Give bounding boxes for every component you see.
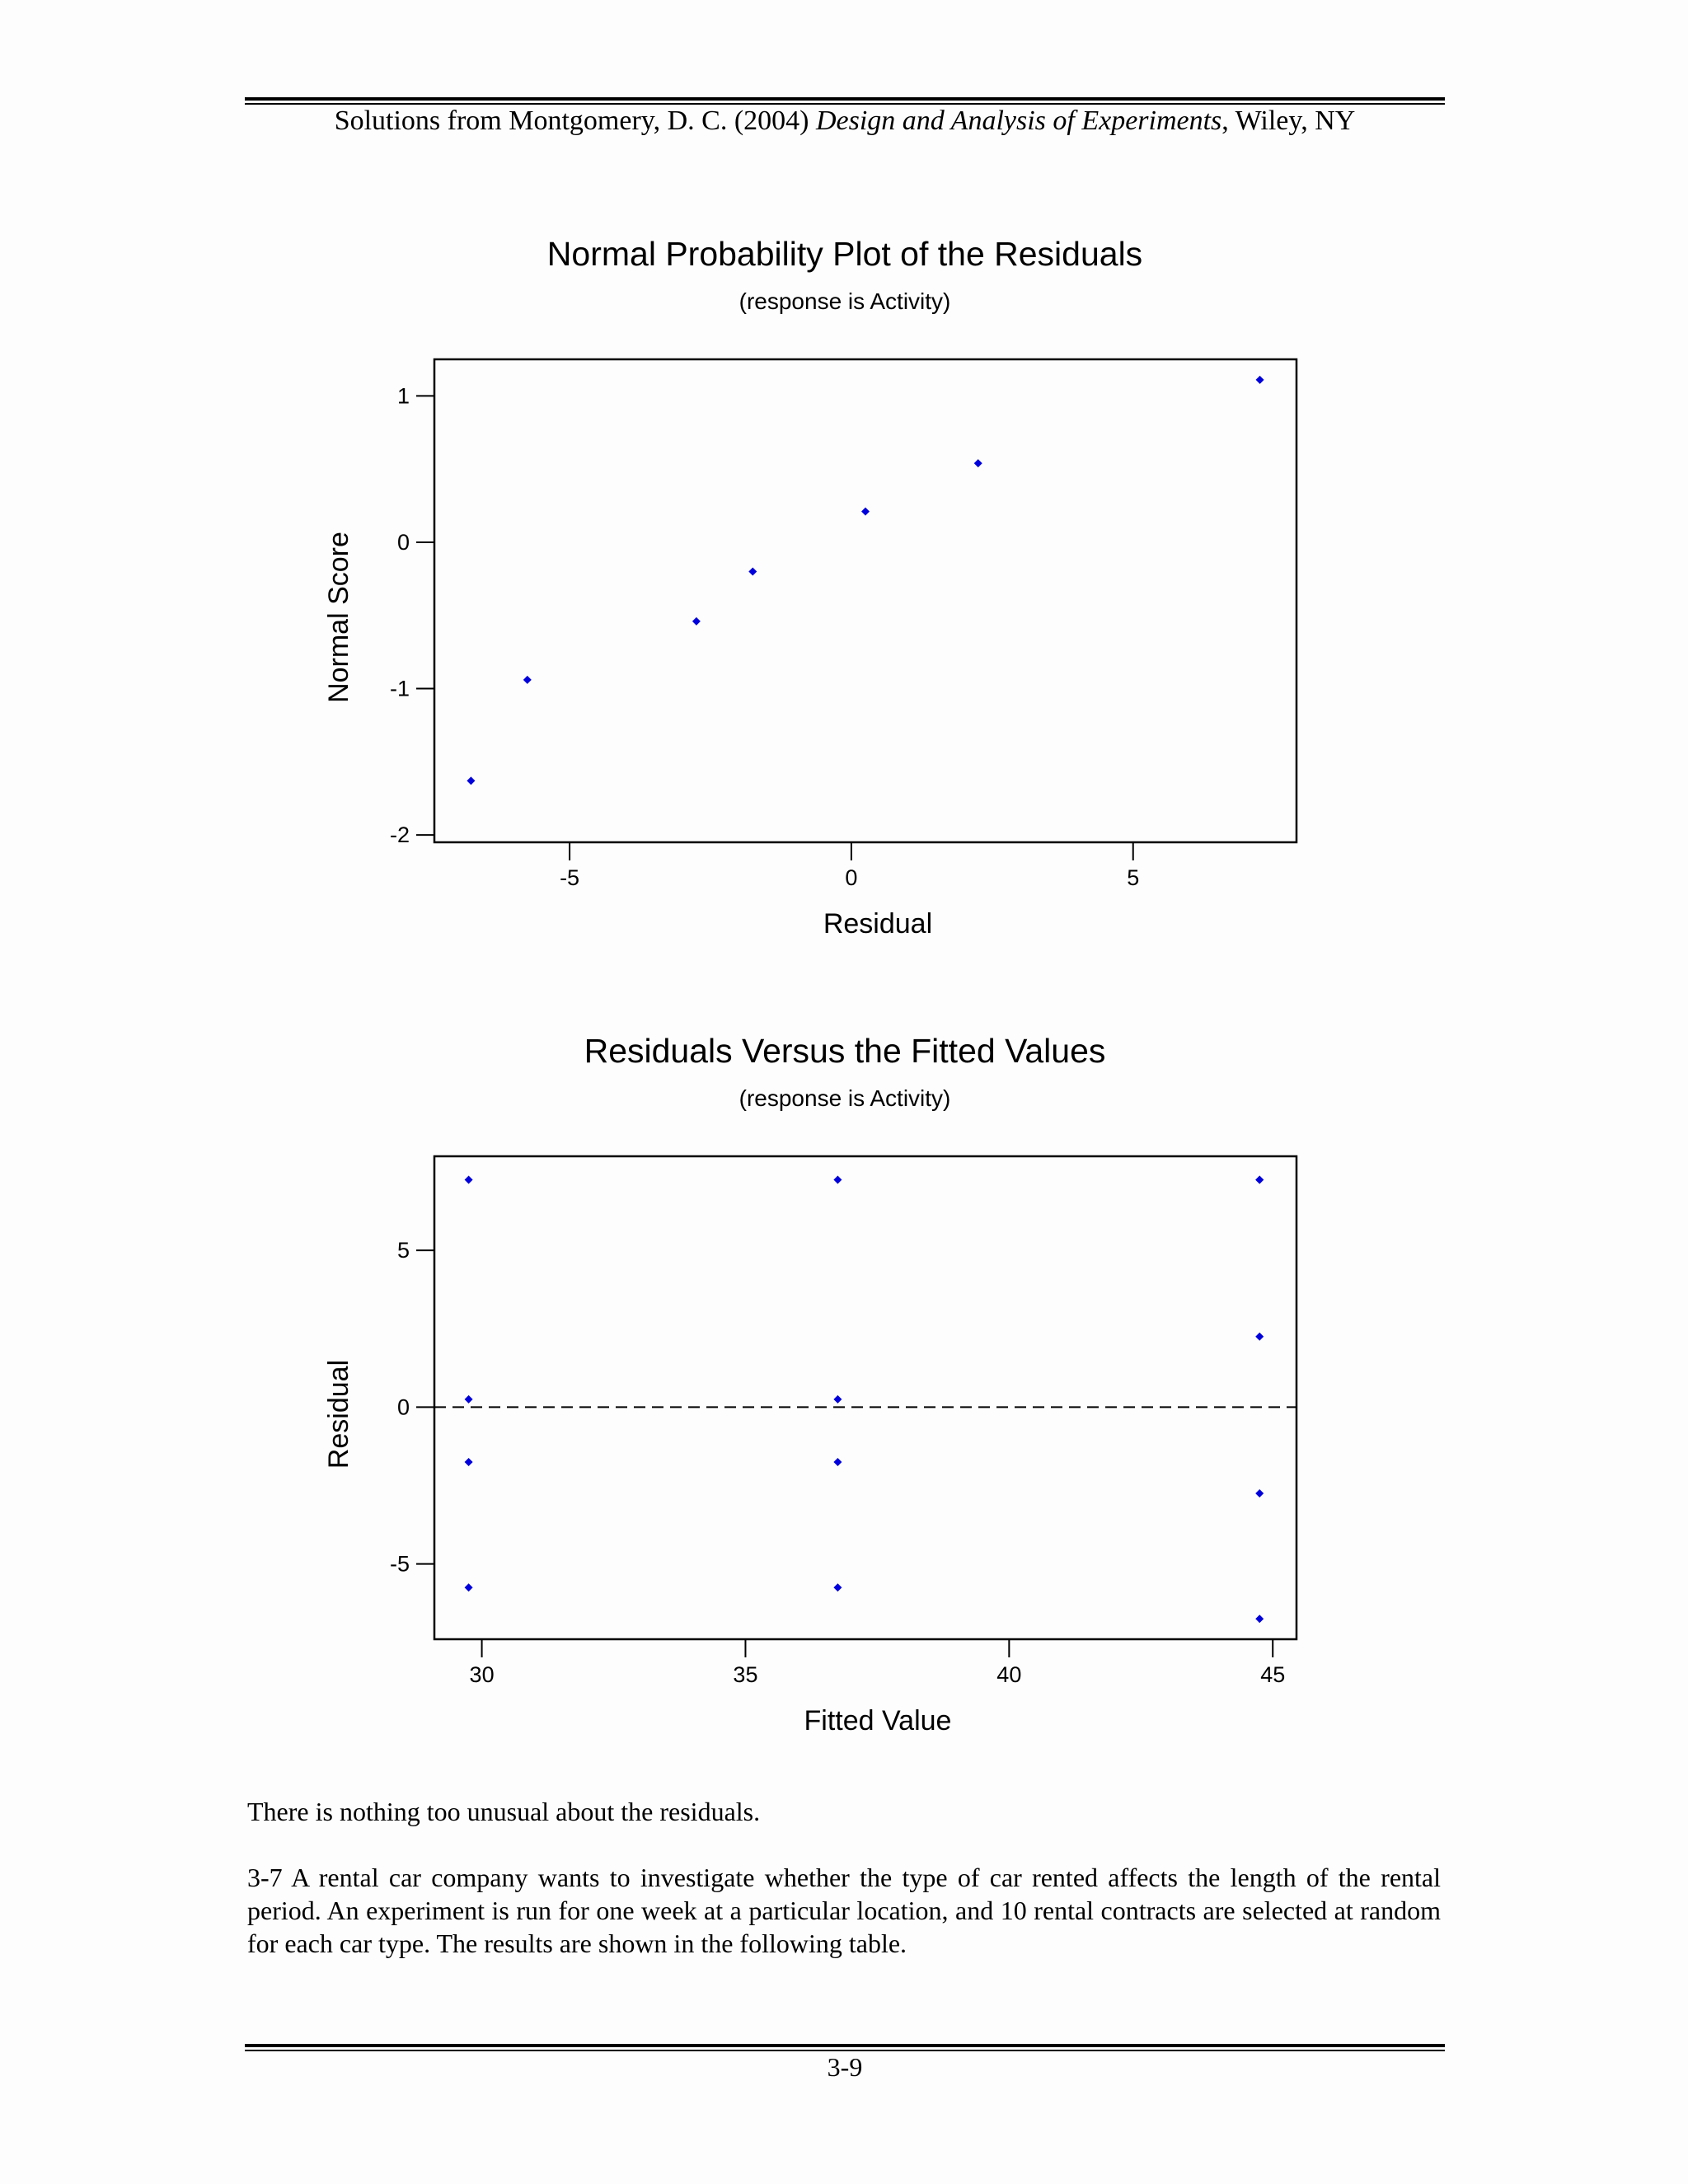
header-suffix: , Wiley, NY — [1221, 105, 1356, 136]
data-point — [974, 459, 982, 467]
header-prefix: Solutions from Montgomery, D. C. (2004) — [334, 105, 816, 136]
data-point — [692, 617, 701, 626]
x-tick-label: 40 — [996, 1662, 1022, 1687]
data-point — [833, 1176, 842, 1184]
header-rule — [245, 97, 1445, 105]
x-tick-label: 30 — [469, 1662, 495, 1687]
x-axis-label: Fitted Value — [804, 1705, 952, 1736]
running-header — [245, 105, 1445, 137]
x-tick-label: 45 — [1260, 1662, 1286, 1687]
normal-probability-plot — [0, 330, 1688, 956]
data-point — [833, 1458, 842, 1466]
data-point — [748, 567, 757, 575]
data-point — [1255, 1615, 1264, 1623]
data-point — [523, 676, 532, 684]
chart2-title: Residuals Versus the Fitted Values — [584, 1032, 1106, 1070]
y-axis-label: Residual — [323, 1359, 354, 1469]
plot-frame — [434, 359, 1296, 842]
page-number: 3-9 — [827, 2052, 863, 2082]
x-tick-label: 5 — [1127, 865, 1140, 890]
x-tick-label: -5 — [560, 865, 580, 890]
paragraph-residual-comment: There is nothing too unusual about the residuals. — [247, 1797, 761, 1826]
y-tick-label: -5 — [389, 1551, 410, 1577]
y-tick-label: -2 — [389, 823, 410, 848]
y-axis-label: Normal Score — [323, 532, 354, 703]
data-point — [1255, 1176, 1264, 1184]
data-point — [1255, 1489, 1264, 1497]
y-tick-label: 0 — [396, 1394, 410, 1420]
y-tick-label: -1 — [389, 676, 410, 701]
data-point — [467, 776, 475, 785]
plot-frame — [434, 1156, 1296, 1639]
x-axis-label: Residual — [823, 908, 933, 940]
y-tick-label: 5 — [396, 1238, 410, 1263]
data-point — [465, 1458, 473, 1466]
chart1-subtitle: (response is Activity) — [738, 288, 951, 314]
residuals-vs-fitted-plot — [0, 1127, 1688, 1753]
data-point — [465, 1176, 473, 1184]
header-book-title: Design and Analysis of Experiments — [815, 105, 1222, 136]
x-tick-label: 0 — [845, 865, 858, 890]
data-point — [1255, 1333, 1264, 1341]
data-point — [465, 1395, 473, 1404]
data-point — [465, 1583, 473, 1591]
footer-rule — [245, 2044, 1445, 2051]
data-point — [861, 508, 870, 516]
y-tick-label: 0 — [396, 529, 410, 555]
paragraph-problem-3-7: 3-7 A rental car company wants to investigate whether the type of car rented affects the length of the rental period. An experiment is run for one week at a particular location, and 10 rental contracts are selected at random for each car type. The results are shown in the following table. — [247, 1863, 1441, 1958]
chart2-subtitle: (response is Activity) — [738, 1085, 951, 1111]
chart1-title: Normal Probability Plot of the Residuals — [546, 235, 1143, 273]
x-tick-label: 35 — [733, 1662, 758, 1687]
data-point — [833, 1395, 842, 1404]
y-tick-label: 1 — [396, 383, 410, 409]
data-point — [833, 1583, 842, 1591]
data-point — [1256, 376, 1264, 384]
